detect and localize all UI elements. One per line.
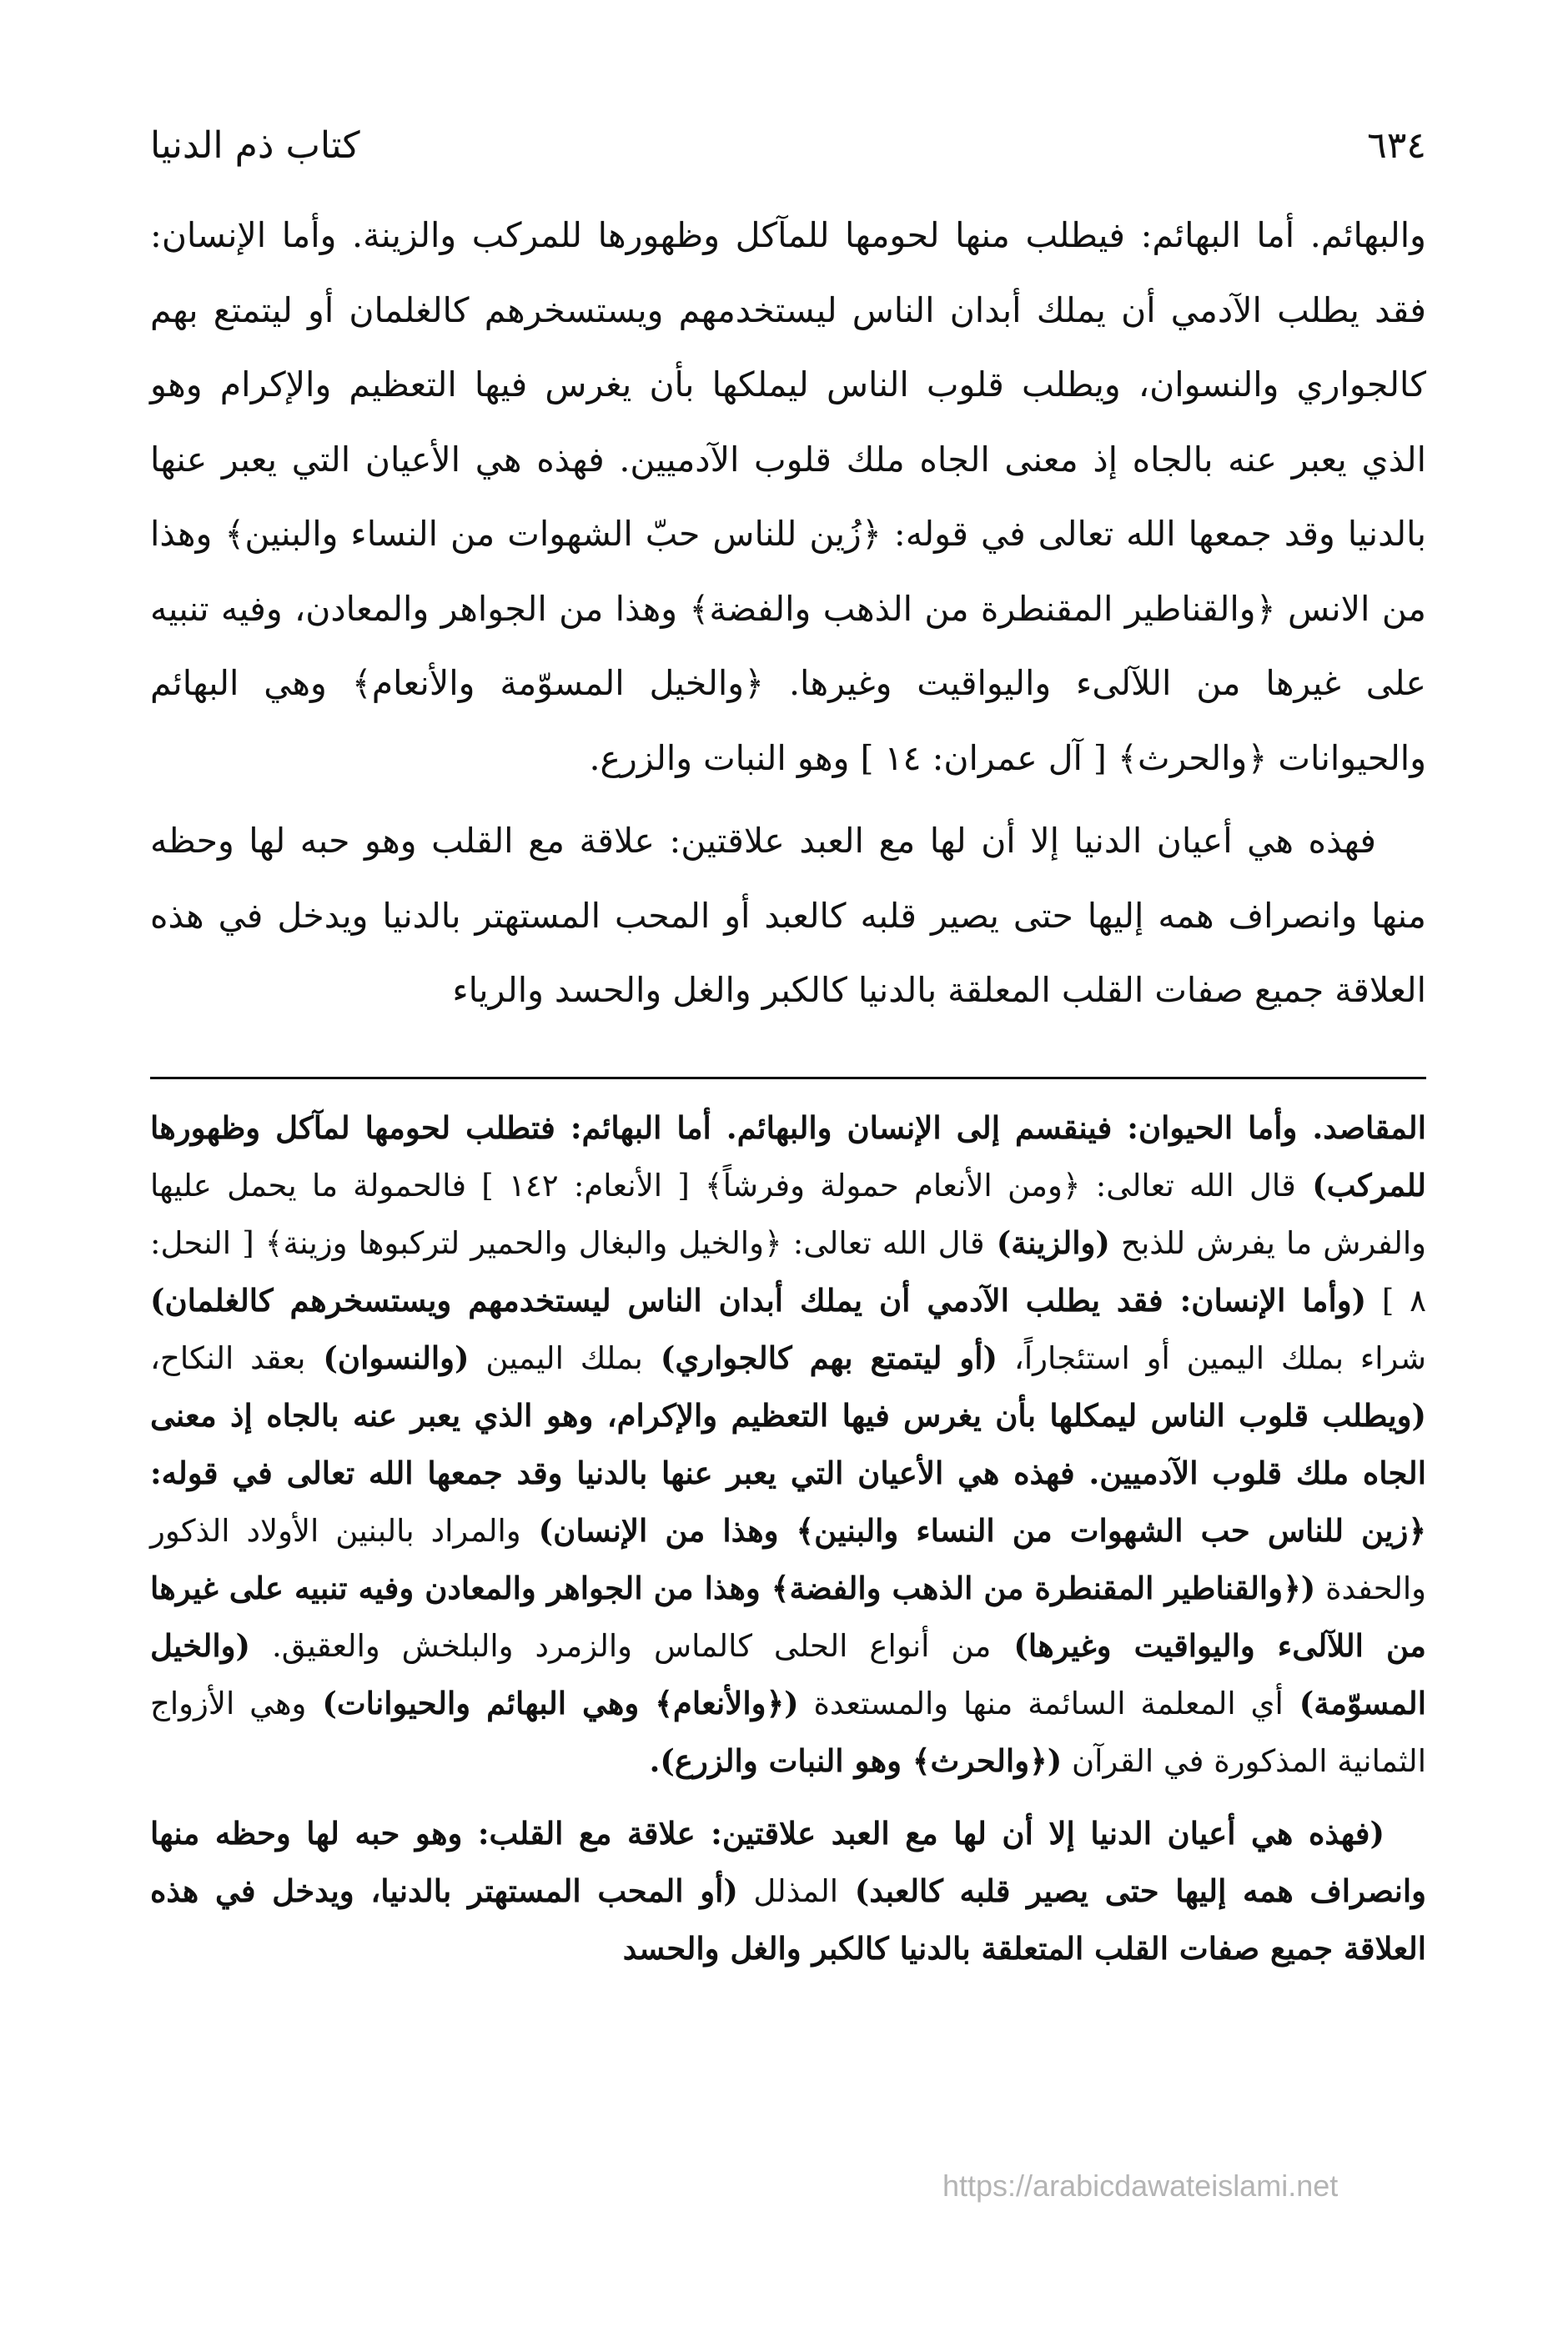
- matn-quote: المقاصد. وأما الحيوان: فينقسم إلى الإنسان والبهائم. أما البهائم: فتطلب لحومها لمآكل وظهورها للمركب): [150, 1108, 1426, 1204]
- commentary-paragraph: [150, 1805, 1426, 1978]
- watermark: https://arabicdawateislami.net: [942, 2169, 1339, 2203]
- matn-quote: (أو ليتمتع بهم كالجواري): [642, 1339, 998, 1376]
- commentary-gloss: والمراد بالبنين الأولاد الذكور والحفدة: [150, 1512, 1426, 1606]
- commentary-paragraph: [150, 1099, 1426, 1790]
- commentary-gloss: أي المعلمة السائمة منها والمستعدة: [798, 1685, 1284, 1721]
- matn-quote: (أو المحب المستهتر بالدنيا، ويدخل في هذه العلاقة جميع صفات القلب المتعلقة بالدنيا كالكبر والغل والحسد: [150, 1872, 1426, 1967]
- matn-quote: (وأما الإنسان: فقد يطلب الآدمي أن يملك أبدان الناس ليستخدمهم ويستسخرهم كالغلمان): [150, 1281, 1367, 1319]
- matn-quote: (ويطلب قلوب الناس ليمكلها بأن يغرس فيها التعظيم والإكرام، وهو الذي يعبر عنه بالجاه إذ معنى الجاه ملك قلوب الآدميين. فهذه هي الأعيان التي يعبر عنها بالدنيا وقد جمعها الله تعالى في قوله: ﴿زين للناس حب الشهوات من النساء والبنين﴾ وهذا من الإنسان): [150, 1396, 1427, 1549]
- matn-quote: (والخيل المسوّمة): [150, 1626, 1426, 1721]
- commentary-gloss: بملك اليمين: [469, 1339, 643, 1376]
- commentary-gloss: قال الله تعالى: ﴿ومن الأنعام حمولة وفرشاً﴾ [ الأنعام: ١٤٢ ] فالحمولة ما يحمل عليها والفرش ما يفرش للذبح: [150, 1167, 1426, 1261]
- commentary-gloss: قال الله تعالى: ﴿والخيل والبغال والحمير لتركبوها وزينة﴾ [ النحل: ٨ ]: [150, 1224, 1426, 1319]
- matn-quote: (والزينة): [984, 1224, 1110, 1261]
- main-text: [150, 199, 1426, 1028]
- main-paragraph: فهذه هي أعيان الدنيا إلا أن لها مع العبد علاقتين: علاقة مع القلب وهو حبه لها وحظه منها وانصراف همه إليها حتى يصير قلبه كالعبد أو المحب المستهتر بالدنيا ويدخل في هذه العلاقة جميع صفات القلب المعلقة بالدنيا كالكبر والغل والحسد والرياء: [150, 821, 1426, 1010]
- matn-quote: (فهذه هي أعيان الدنيا إلا أن لها مع العبد علاقتين: علاقة مع القلب: وهو حبه لها وحظه منها وانصراف همه إليها حتى يصير قلبه كالعبد): [150, 1814, 1427, 1909]
- page-number: ٦٣٤: [1367, 124, 1426, 167]
- commentary: [150, 1099, 1426, 1978]
- page-header: [150, 108, 1426, 183]
- matn-quote: (والنسوان): [305, 1339, 470, 1376]
- matn-quote: (﴿والقناطير المقنطرة من الذهب والفضة﴾ وهذا من الجواهر والمعادن وفيه تنبيه على غيرها من اللآلىء واليواقيت وغيرها): [150, 1569, 1426, 1664]
- main-paragraph: والبهائم. أما البهائم: فيطلب منها لحومها للمآكل وظهورها للمركب والزينة. وأما الإنسان: فقد يطلب الآدمي أن يملك أبدان الناس ليستخدمهم ويستسخرهم كالغلمان أو ليتمتع بهم كالجواري والنسوان، ويطلب قلوب الناس ليملكها بأن يغرس فيها التعظيم والإكرام وهو الذي يعبر عنه بالجاه إذ معنى الجاه ملك قلوب الآدميين. فهذه هي الأعيان التي يعبر عنها بالدنيا وقد جمعها الله تعالى في قوله: ﴿زُين للناس حبّ الشهوات من النساء والبنين﴾ وهذا من الانس ﴿والقناطير المقنطرة من الذهب والفضة﴾ وهذا من الجواهر والمعادن، وفيه تنبيه على غيرها من اللآلىء واليواقيت وغيرها. ﴿والخيل المسوّمة والأنعام﴾ وهي البهائم والحيوانات ﴿والحرث﴾ [ آل عمران: ١٤ ] وهو النبات والزرع.: [150, 215, 1426, 778]
- matn-quote: (﴿والأنعام﴾ وهي البهائم والحيوانات): [306, 1684, 799, 1721]
- footnote-divider: [150, 1077, 1426, 1079]
- book-title: كتاب ذم الدنيا: [150, 124, 360, 167]
- commentary-gloss: بعقد النكاح،: [150, 1339, 306, 1376]
- commentary-gloss: وهي الأزواج الثمانية المذكورة في القرآن: [150, 1685, 1426, 1779]
- commentary-gloss: شراء بملك اليمين أو استئجاراً،: [998, 1339, 1426, 1376]
- commentary-gloss: من أنواع الحلى كالماس والزمرد والبلخش والعقيق.: [250, 1627, 992, 1664]
- commentary-gloss: المذلل: [737, 1872, 839, 1909]
- matn-quote: (﴿والحرث﴾ وهو النبات والزرع).: [649, 1741, 1063, 1779]
- book-page: [150, 108, 1426, 2277]
